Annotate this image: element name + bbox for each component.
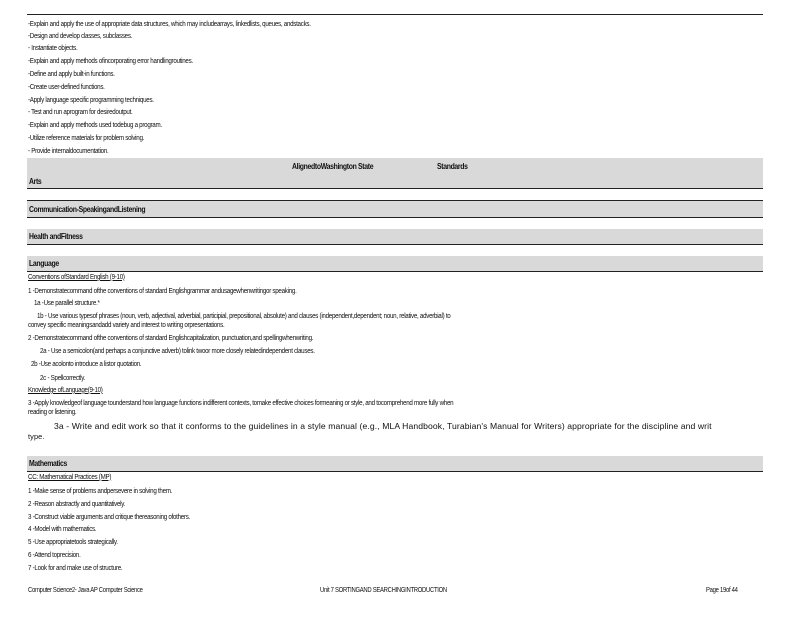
language-line: 2a - Use a semicolon(and perhaps a conjunctive adverb) tolink twoor more closely relatedindependent clauses.: [40, 346, 315, 355]
math-line: 7 -Look for and make use of structure.: [28, 563, 123, 572]
language-line: 2 -Demonstratecommand ofthe conventions of standard Englishcapitalization, punctuation,and spellingwhenwriting.: [28, 333, 314, 342]
math-line: 5 -Use appropriatetools strategically.: [28, 537, 118, 546]
objective-line: -Explain and apply methods ofincorporating error handlingroutines.: [28, 56, 193, 65]
math-line: 6 -Attend toprecision.: [28, 550, 81, 559]
mathematics-band: [27, 456, 763, 471]
objective-line: -Create user-defined functions.: [28, 82, 105, 91]
objective-line: -Design and develop classes, subclasses.: [28, 31, 133, 40]
section-rule: [27, 217, 763, 218]
objective-line: - Test and run aprogram for desiredoutput.: [28, 107, 133, 116]
section-language: Language: [29, 258, 59, 268]
objective-line: -Explain and apply methods used todebug a program.: [28, 120, 162, 129]
objective-line: -Define and apply built-in functions.: [28, 69, 115, 78]
footer-course: Computer Science2- Java AP Computer Science: [28, 585, 143, 594]
standards-title: Standards: [437, 161, 468, 171]
math-practices-heading: CC: Mathematical Practices (MP): [28, 472, 112, 481]
section-mathematics: Mathematics: [29, 458, 68, 468]
section-health: Health andFitness: [29, 231, 83, 241]
language-line: reading or listening.: [28, 407, 77, 416]
standard-3a-continuation: type.: [28, 432, 45, 441]
top-rule: [27, 14, 763, 15]
math-line: 3 -Construct viable arguments and critique thereasoning ofothers.: [28, 512, 191, 521]
standards-aligned-title: AlignedtoWashington State: [292, 161, 374, 171]
language-line: 3 -Apply knowledgeof language tounderstand how language functions indifferent contexts, tomake effective choices formeaning or style, and tocomprehend more fully when: [28, 398, 454, 407]
language-line: 1a -Use parallel structure.*: [34, 298, 100, 307]
math-line: 2 -Reason abstractly and quantitatively.: [28, 499, 126, 508]
language-line: 1b - Use various typesof phrases (noun, verb, adjectival, adverbial, participial, prepositional, absolute) and clauses (independent,dependent; noun, relative, adverbial) to: [37, 311, 451, 320]
footer-unit: Unit 7 SORTINGAND SEARCHINGINTRODUCTION: [320, 585, 447, 594]
math-line: 4 -Model with mathematics.: [28, 524, 97, 533]
conventions-heading: Conventions ofStandard English (9-10): [28, 272, 125, 281]
section-rule: [27, 244, 763, 245]
section-communication: Communication-SpeakingandListening: [29, 204, 146, 214]
footer-page-number: Page 19of 44: [706, 585, 738, 594]
section-rule: [27, 188, 763, 189]
objective-line: -Apply language specific programming techniques.: [28, 95, 154, 104]
math-line: 1 -Make sense of problems andpersevere in solving them.: [28, 486, 173, 495]
health-band: [27, 229, 763, 244]
standard-3a: [28, 421, 768, 442]
objective-line: - Provide internaldocumentation.: [28, 146, 109, 155]
language-band: [27, 256, 763, 271]
language-line: 2c - Spellcorrectly.: [40, 373, 86, 382]
knowledge-heading: Knowledge ofLanguage(9-10): [28, 385, 103, 394]
language-line: 2b -Use acolonto introduce a listor quotation.: [31, 359, 142, 368]
objective-line: -Explain and apply the use of appropriate data structures, which may includearrays, linkedlists, queues, andstacks.: [28, 19, 311, 28]
language-line: 1 -Demonstratecommand ofthe conventions of standard Englishgrammar andusagewhenwritingor speaking.: [28, 286, 297, 295]
standards-band: [27, 158, 763, 188]
section-arts: Arts: [29, 176, 42, 186]
standard-3a-text: 3a - Write and edit work so that it conforms to the guidelines in a style manual (e.g., MLA Handbook, Turabian's Manual for Writers) appropriate for the discipline and writ: [54, 421, 712, 431]
language-line: convey specific meaningsandadd variety and interest to writing orpresentations.: [28, 320, 225, 329]
objective-line: - Instantiate objects.: [28, 43, 78, 52]
objective-line: -Utilize reference materials for problem solving.: [28, 133, 145, 142]
